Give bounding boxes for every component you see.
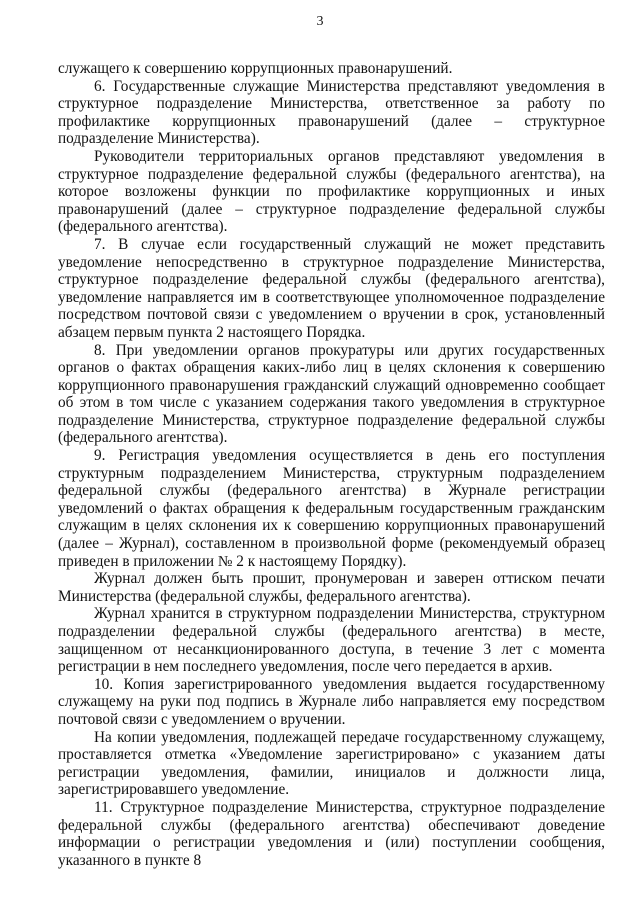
paragraph-journal-sealing: Журнал должен быть прошит, пронумерован и заверен оттиском печати Министерства (федеральной службы, федерального агентства).	[58, 570, 605, 605]
paragraph-continuation: служащего к совершению коррупционных правонарушений.	[58, 60, 453, 77]
page-number: 3	[316, 14, 324, 29]
paragraph-copy-mark: На копии уведомления, подлежащей передаче государственному служащему, проставляется отметка «Уведомление зарегистрировано» с указанием даты регистрации уведомления, фамилии, инициалов и должности лица, зарегистрировавшего уведомление.	[58, 728, 605, 799]
paragraph-item-7: 7. В случае если государственный служащий не может представить уведомление непосредственно в структурное подразделение Министерства, структурное подразделение федеральной службы (федерального агентства), уведомление направляется им в соответствующее уполномоченное подразделение посредством почтовой связи с уведомлением о вручении в срок, установленный абзацем первым пункта 2 настоящего Порядка.	[58, 235, 605, 341]
paragraph-territorial-bodies: Руководители территориальных органов представляют уведомления в структурное подразделение федеральной службы (федерального агентства), на которое возложены функции по профилактике коррупционных и иных правонарушений (далее – структурное подразделение федеральной службы (федерального агентства).	[58, 147, 605, 236]
paragraph-item-8: 8. При уведомлении органов прокуратуры или других государственных органов о фактах обращения каких-либо лиц в целях склонения к совершению коррупционного правонарушения гражданский служащий одновременно сообщает об этом в том числе с указанием содержания такого уведомления в структурное подразделение Министерства, структурное подразделение федеральной службы (федерального агентства).	[58, 341, 605, 447]
paragraph-journal-storage: Журнал хранится в структурном подразделении Министерства, структурном подразделении федеральной службы (федерального агентства) в месте, защищенном от несанкционированного доступа, в течение 3 лет с момента регистрации в нем последнего уведомления, после чего передается в архив.	[58, 605, 605, 676]
paragraph-item-6: 6. Государственные служащие Министерства представляют уведомления в структурное подразделение Министерства, ответственное за работу по профилактике коррупционных правонарушений (далее – структурное подразделение Министерства).	[58, 77, 605, 148]
paragraph-item-10: 10. Копия зарегистрированного уведомления выдается государственному служащему на руки под подпись в Журнале либо направляется ему посредством почтовой связи с уведомлением о вручении.	[58, 675, 605, 728]
paragraph-item-11: 11. Структурное подразделение Министерства, структурное подразделение федеральной службы (федерального агентства) обеспечивают доведение информации о регистрации уведомления и (или) поступлении сообщения, указанного в пункте 8	[58, 798, 605, 869]
paragraph-item-9: 9. Регистрация уведомления осуществляется в день его поступления структурным подразделением Министерства, структурным подразделением федеральной службы (федерального агентства) в Журнале регистрации уведомлений о фактах обращения к федеральным государственным гражданским служащим в целях склонения их к совершению коррупционных правонарушений (далее – Журнал), составленном в произвольной форме (рекомендуемый образец приведен в приложении № 2 к настоящему Порядку).	[58, 447, 605, 570]
document-body	[58, 60, 605, 869]
